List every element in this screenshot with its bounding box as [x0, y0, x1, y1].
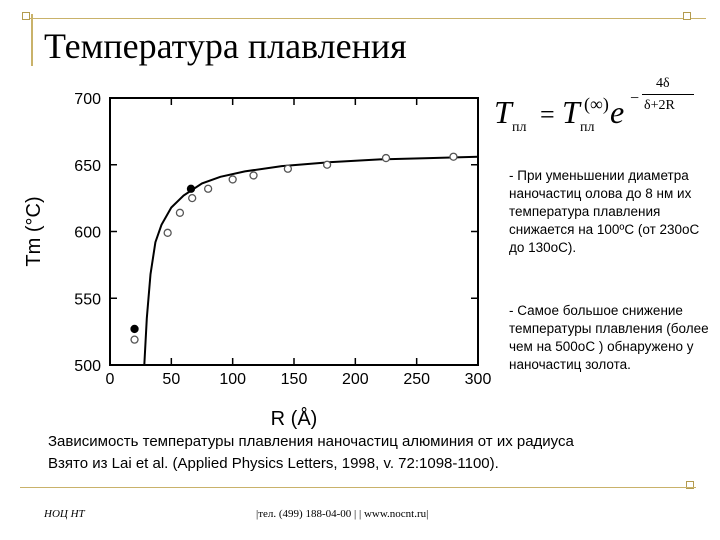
- formula-exp-denominator: δ+2R: [644, 98, 675, 113]
- note-gold: - Самое большое снижение температуры плавления (более чем на 500оС ) обнаружено у наночастиц золота.: [509, 303, 709, 372]
- footer-divider: [20, 487, 696, 488]
- formula-rhs-sub: пл: [580, 120, 595, 135]
- caption-line-1: Зависимость температуры плавления наночастиц алюминия от их радиуса: [48, 433, 574, 450]
- formula-exp-base: e: [610, 94, 625, 130]
- data-point-open: [176, 209, 183, 216]
- x-tick-label: 250: [403, 371, 431, 388]
- x-tick-label: 100: [219, 371, 247, 388]
- formula-exp-sign: −: [630, 90, 640, 107]
- caption-line-2: Взято из Lai et al. (Applied Physics Letters, 1998, v. 72:1098-1100).: [48, 455, 499, 472]
- slide-title: Температура плавления: [44, 26, 407, 66]
- y-tick-label: 600: [74, 224, 101, 242]
- data-point-open: [164, 229, 171, 236]
- formula-rhs-arg: (∞): [584, 94, 609, 114]
- data-point-open: [189, 195, 196, 202]
- data-point-filled: [187, 185, 194, 192]
- formula-fraction-bar: [642, 94, 694, 95]
- data-point-open: [131, 336, 138, 343]
- x-tick-label: 150: [280, 371, 308, 388]
- data-point-open: [383, 155, 390, 162]
- formula-lhs-sub: пл: [512, 120, 527, 135]
- data-point-open: [250, 172, 257, 179]
- x-tick-label: 300: [464, 371, 492, 388]
- y-axis-label: Tm (°C): [23, 196, 45, 267]
- y-tick-label: 500: [74, 358, 101, 375]
- note-tin: - При уменьшении диаметра наночастиц олова до 8 нм их температура плавления снижается на 100ºС (от 230оС до 130оС).: [509, 168, 700, 255]
- y-tick-label: 700: [74, 91, 101, 108]
- footer-org: НОЦ НТ: [44, 508, 85, 520]
- data-point-open: [324, 161, 331, 168]
- data-point-open: [450, 153, 457, 160]
- melting-formula: [490, 70, 700, 150]
- footer-contacts: |тел. (499) 188-04-00 | | www.nocnt.ru|: [256, 508, 429, 520]
- x-axis-label: R (Å): [270, 408, 318, 430]
- x-tick-label: 0: [105, 371, 115, 388]
- formula-lhs-symbol: T: [494, 94, 512, 130]
- figure-caption: [48, 431, 574, 475]
- x-tick-label: 200: [341, 371, 369, 388]
- data-point-open: [229, 176, 236, 183]
- formula-exp-numerator: 4δ: [656, 76, 670, 91]
- data-point-open: [205, 185, 212, 192]
- data-point-filled: [131, 325, 138, 332]
- formula-rhs-symbol: T: [562, 94, 580, 130]
- x-tick-label: 50: [162, 371, 181, 388]
- data-point-open: [284, 165, 291, 172]
- y-tick-label: 650: [74, 157, 101, 175]
- y-tick-label: 550: [74, 291, 101, 309]
- formula-equals: =: [540, 100, 555, 129]
